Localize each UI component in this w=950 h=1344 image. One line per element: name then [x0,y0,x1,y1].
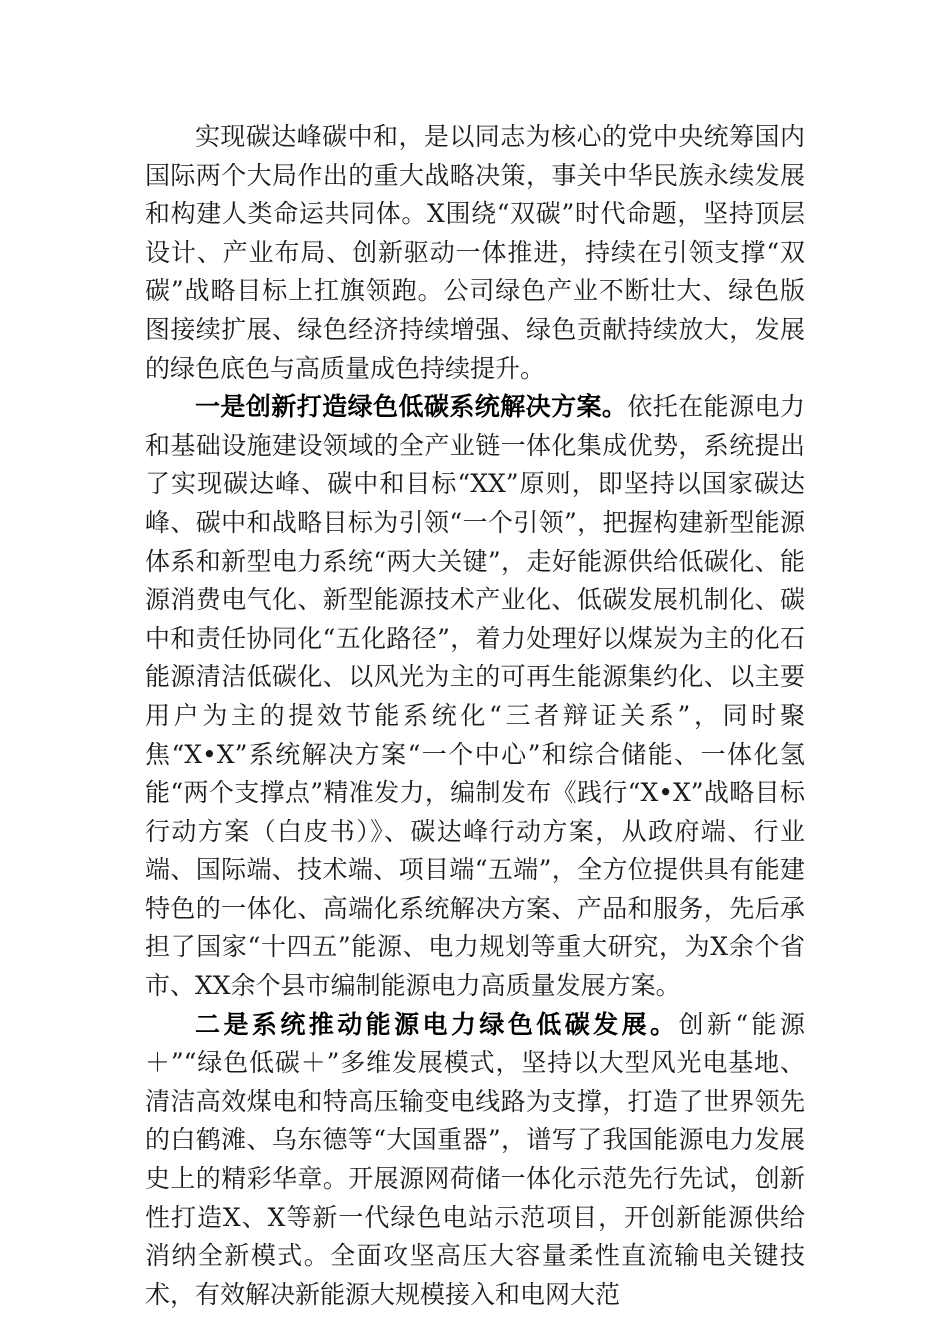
paragraph-intro [145,118,805,388]
paragraph-text: 实现碳达峰碳中和，是以同志为核心的党中央统筹国内国际两个大局作出的重大战略决策，事关中华民族永续发展和构建人类命运共同体。X围绕“双碳”时代命题，坚持顶层设计、产业布局、创新驱动一体推进，持续在引领支撑“双碳”战略目标上扛旗领跑。公司绿色产业不断壮大、绿色版图接续扩展、绿色经济持续增强、绿色贡献持续放大，发展的绿色底色与高质量成色持续提升。 [145,122,805,383]
paragraph-text: 创新“能源＋”“绿色低碳＋”多维发展模式，坚持以大型风光电基地、清洁高效煤电和特高压输变电线路为支撑，打造了世界领先的白鹤滩、乌东德等“大国重器”，谱写了我国能源电力发展史上的精彩华章。开展源网荷储一体化示范先行先试，创新性打造X、X等新一代绿色电站示范项目，开创新能源供给消纳全新模式。全面攻坚高压大容量柔性直流输电关键技术，有效解决新能源大规模接入和电网大范 [145,1009,805,1309]
paragraph-heading: 一是创新打造绿色低碳系统解决方案。 [195,392,628,422]
paragraph-energy-development [145,1006,805,1315]
paragraph-text: 依托在能源电力和基础设施建设领域的全产业链一体化集成优势，系统提出了实现碳达峰、碳中和目标“XX”原则，即坚持以国家碳达峰、碳中和战略目标为引领“一个引领”，把握构建新型能源体系和新型电力系统“两大关键”，走好能源供给低碳化、能源消费电气化、新型能源技术产业化、低碳发展机制化、碳中和责任协同化“五化路径”，着力处理好以煤炭为主的化石能源清洁低碳化、以风光为主的可再生能源集约化、以主要用户为主的提效节能系统化“三者辩证关系”，同时聚焦“X•X”系统解决方案“一个中心”和综合储能、一体化氢能“两个支撑点”精准发力，编制发布《践行“X•X”战略目标行动方案（白皮书）》、碳达峰行动方案，从政府端、行业端、国际端、技术端、项目端“五端”，全方位提供具有能建特色的一体化、高端化系统解决方案、产品和服务，先后承担了国家“十四五”能源、电力规划等重大研究，为X余个省市、XX余个县市编制能源电力高质量发展方案。 [145,392,805,1001]
paragraph-heading: 二是系统推动能源电力绿色低碳发展。 [195,1009,679,1039]
paragraph-solutions [145,388,805,1006]
document-body [145,118,805,1314]
